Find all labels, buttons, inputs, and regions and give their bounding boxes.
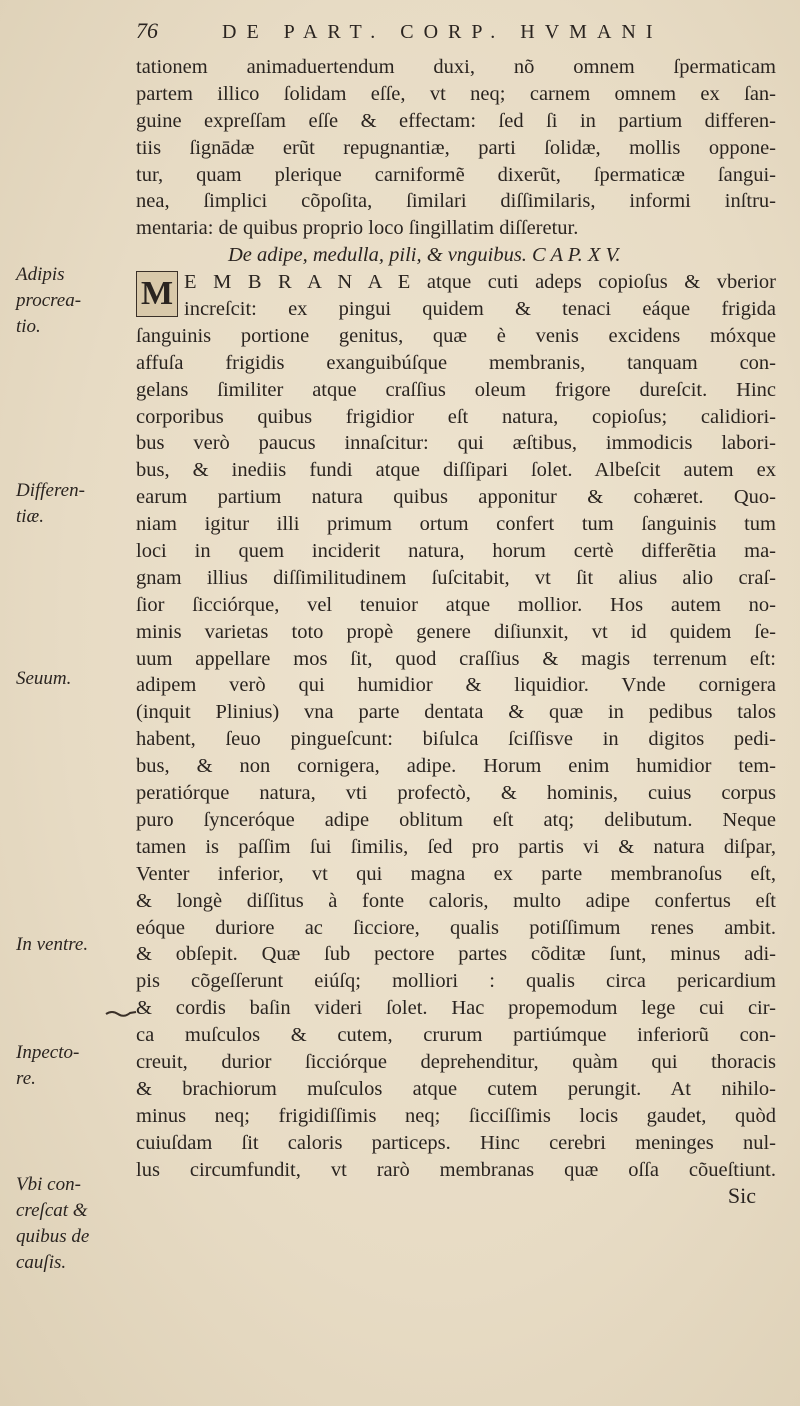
text-line: adipem verò qui humidior & liquidior. Vnde cornigera: [136, 674, 776, 697]
margin-note-vbi-concrescat: [16, 1172, 134, 1276]
margin-note-in-pectore: [16, 1040, 134, 1092]
text-line: bus verò paucus innaſcitur: qui æſtibus, immodicis labori-: [136, 432, 776, 455]
margin-note-line: Vbi con-: [16, 1174, 81, 1195]
text-line: ſior ſicciórque, vel tenuior atque mollior. Hos autem no-: [136, 593, 776, 616]
text-line: puro ſynceróque adipe oblitum eſt atq; delibutum. Neque: [136, 808, 776, 831]
main-paragraph: [136, 323, 776, 1184]
text-line: cuiuſdam ſit caloris particeps. Hinc cerebri meninges nul-: [136, 1131, 776, 1154]
catchword: Sic: [727, 1183, 756, 1209]
page-number: 76: [136, 18, 158, 43]
text-line: affuſa frigidis exanguibúſque membranis, tanquam con-: [136, 351, 776, 374]
text-line: loci in quem inciderit natura, horum certè differẽtia ma-: [136, 540, 776, 563]
margin-notes: [0, 0, 130, 1406]
margin-note-line: tio.: [16, 316, 41, 337]
margin-note-line: cauſis.: [16, 1252, 67, 1273]
text-line: peratiórque natura, vti profectò, & hominis, cuius corpus: [136, 782, 776, 805]
text-line: E M B R A N A E atque cuti adeps copioſus & vberior: [184, 271, 776, 294]
margin-note-line: Inpecto-: [16, 1042, 80, 1063]
text-line: & cordis baſin videri ſolet. Hac propemodum lege cui cir-: [136, 997, 776, 1020]
margin-note-differentiae: [16, 478, 134, 530]
margin-note-in-ventre: [16, 932, 134, 958]
text-line: & longè diſſitus à fonte caloris, multo adipe confertus eſt: [136, 889, 776, 912]
page-header: [136, 18, 756, 54]
text-line: bus, & inediis fundi atque diſſipari ſolet. Albeſcit autem ex: [136, 459, 776, 482]
margin-note-line: procrea-: [16, 290, 82, 311]
margin-note-line: Seuum.: [16, 668, 72, 689]
chapter-heading: De adipe, medulla, pili, & vnguibus. C A P. X V.: [228, 244, 621, 267]
text-line: minis varietas toto propè genere diſiunxit, vt id quidem ſe-: [136, 620, 776, 643]
text-line: tamen is paſſim ſui ſimilis, ſed pro partis vi & natura diſpar,: [136, 835, 776, 858]
text-line: earum partium natura quibus apponitur & cohæret. Quo-: [136, 486, 776, 509]
text-line: mentaria: de quibus proprio loco ſingillatim diſſeretur.: [136, 217, 579, 240]
top-paragraph: [136, 54, 776, 242]
text-line: corporibus quibus frigidior eſt natura, copioſus; calidiori-: [136, 405, 776, 428]
margin-note-line: Adipis: [16, 264, 65, 285]
text-line: gnam illius diſſimilitudinem ſuſcitabit, vt ſit alius alio craſ-: [136, 566, 776, 589]
text-line: bus, & non cornigera, adipe. Horum enim humidior tem-: [136, 755, 776, 778]
text-line: niam igitur illi primum ortum confert tum ſanguinis tum: [136, 513, 776, 536]
text-line: guine expreſſam eſſe & effectam: ſed ſi in partium differen-: [136, 109, 776, 132]
text-line: & brachiorum muſculos atque cutem perungit. At nihilo-: [136, 1077, 776, 1100]
text-line: tiis ſignādæ erũt repugnantiæ, parti ſolidæ, mollis oppone-: [136, 136, 776, 159]
ink-mark-icon: [104, 1008, 138, 1018]
text-line: uum appellare mos ſit, quod craſſius & magis terrenum eſt:: [136, 647, 776, 670]
text-line: partem illico ſolidam eſſe, vt neq; carnem omnem ex ſan-: [136, 82, 776, 105]
margin-note-line: re.: [16, 1068, 36, 1089]
margin-note-seuum: [16, 666, 134, 692]
margin-note-adipis: [16, 262, 134, 340]
text-line: Venter inferior, vt qui magna ex parte membranoſus eſt,: [136, 862, 776, 885]
text-line: increſcit: ex pingui quidem & tenaci eáque frigida: [184, 298, 776, 321]
dropcap-paragraph: [136, 269, 776, 323]
margin-note-line: quibus de: [16, 1226, 90, 1247]
text-line: tur, quam plerique carniformẽ dixerũt, ſpermaticæ ſangui-: [136, 163, 776, 186]
text-line: (inquit Plinius) vna parte dentata & quæ in pedibus talos: [136, 701, 776, 724]
margin-note-line: creſcat &: [16, 1200, 88, 1221]
text-line: minus neq; frigidiſſimis neq; ſicciſſimis locis gaudet, quòd: [136, 1104, 776, 1127]
drop-cap-initial: M: [136, 271, 178, 317]
text-line: eóque duriore ac ſicciore, qualis potiſſimum renes ambit.: [136, 916, 776, 939]
text-line: & obſepit. Quæ ſub pectore partes cõditæ ſunt, minus adi-: [136, 943, 776, 966]
text-line: nea, ſimplici cõpoſita, ſimilari diſſimilaris, informi inſtru-: [136, 190, 776, 213]
text-line: lus circumfundit, vt rarò membranas quæ oſſa cõueſtiunt.: [136, 1158, 776, 1181]
text-line: creuit, durior ſicciórque deprehenditur, quàm qui thoracis: [136, 1050, 776, 1073]
margin-note-line: tiæ.: [16, 506, 44, 527]
text-line: ca muſculos & cutem, crurum partiúmque inferiorũ con-: [136, 1024, 776, 1047]
text-line: pis cõgeſſerunt eiúſq; molliori : qualis circa pericardium: [136, 970, 776, 993]
body-text: [136, 54, 776, 1210]
text-line: ſanguinis portione genitus, quæ è venis excidens móxque: [136, 324, 776, 347]
margin-note-line: In ventre.: [16, 934, 89, 955]
margin-note-line: Differen-: [16, 480, 85, 501]
text-line: gelans ſimiliter atque craſſius oleum frigore dureſcit. Hinc: [136, 378, 776, 401]
running-head: DE PART. CORP. HVMANI: [222, 21, 663, 43]
text-line: tationem animaduertendum duxi, nõ omnem ſpermaticam: [136, 56, 776, 78]
text-line: habent, ſeuo pingueſcunt: biſulca ſciſſisve in digitos pedi-: [136, 728, 776, 751]
